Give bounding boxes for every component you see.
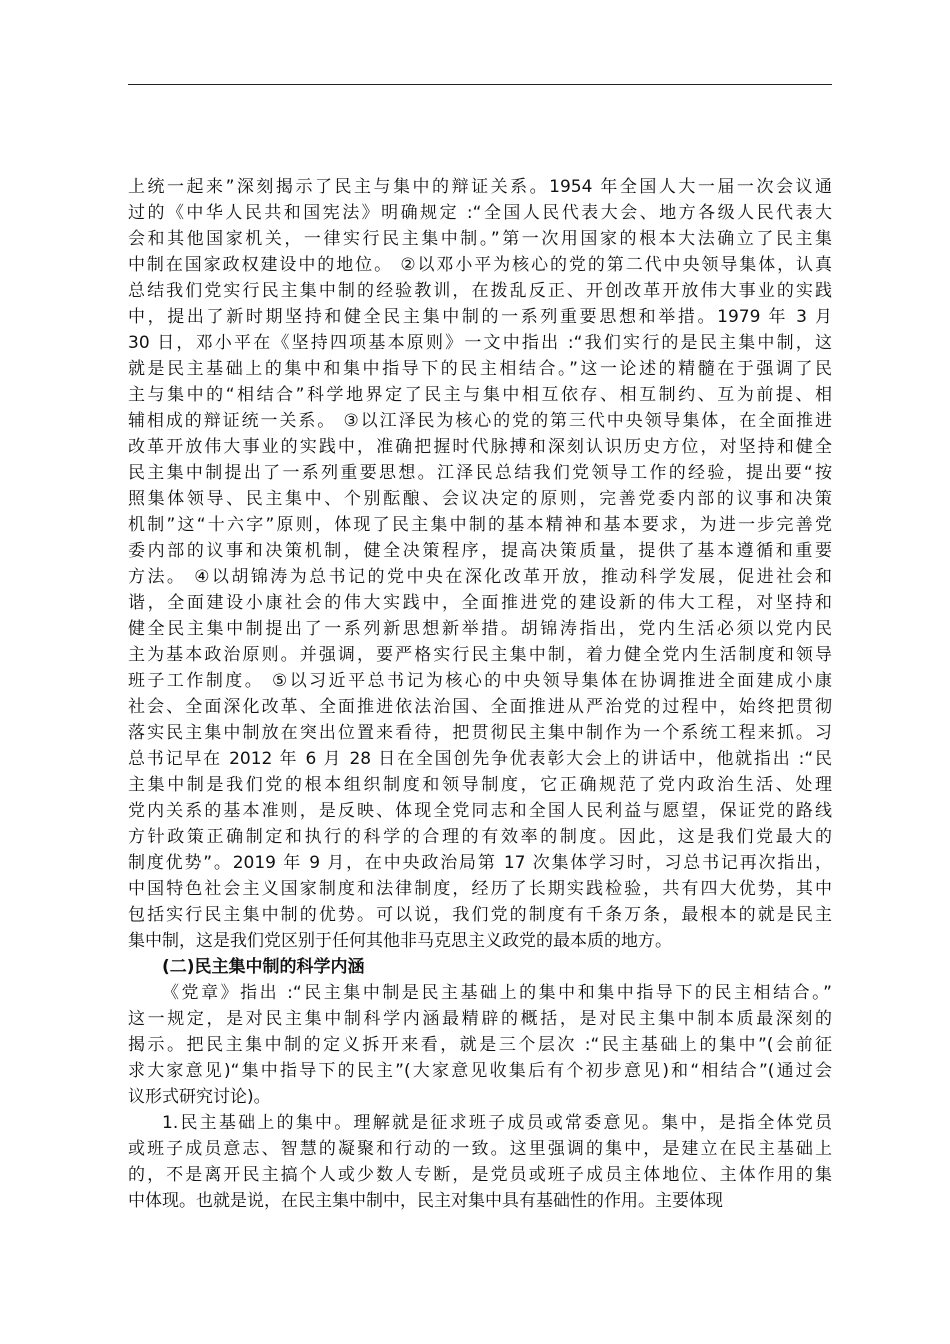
text-line: 过的《中华人民共和国宪法》明确规定 :“全国人民代表大会、地方各级人民代表大 — [128, 203, 832, 223]
heading-text: (二)民主集中制的科学内涵 — [162, 957, 365, 977]
section-heading — [128, 954, 832, 980]
text-line: 主与集中的“相结合”科学地界定了民主与集中相互依存、相互制约、互为前提、相 — [128, 385, 832, 405]
text-line: 总结我们党实行民主集中制的经验教训，在拨乱反正、开创改革开放伟大事业的实践 — [128, 281, 832, 301]
text-line: 辅相成的辩证统一关系。 ③以江泽民为核心的党的第三代中央领导集体，在全面推进 — [128, 411, 832, 431]
text-line: 制度优势”。2019 年 9 月，在中央政治局第 17 次集体学习时，习总书记再次指出， — [128, 853, 832, 873]
text-line: 党内关系的基本准则，是反映、体现全党同志和全国人民利益与愿望，保证党的路线 — [128, 801, 832, 821]
text-line: 集中制，这是我们党区别于任何其他非马克思主义政党的最本质的地方。 — [128, 931, 672, 951]
text-line: 中，提出了新时期坚持和健全民主集中制的一系列重要思想和举措。1979 年 3 月 — [128, 307, 832, 327]
text-line: 这一规定，是对民主集中制科学内涵最精辟的概括，是对民主集中制本质最深刻的 — [128, 1009, 832, 1029]
text-line: 1.民主基础上的集中。理解就是征求班子成员或常委意见。集中，是指全体党员 — [162, 1113, 832, 1133]
text-line: 落实民主集中制放在突出位置来看待，把贯彻民主集中制作为一个系统工程来抓。习 — [128, 723, 832, 743]
text-line: 中国特色社会主义国家制度和法律制度，经历了长期实践检验，共有四大优势，其中 — [128, 879, 832, 899]
text-line: 社会、全面深化改革、全面推进依法治国、全面推进从严治党的过程中，始终把贯彻 — [128, 697, 832, 717]
text-line: 中体现。也就是说，在民主集中制中，民主对集中具有基础性的作用。主要体现 — [128, 1191, 723, 1211]
text-line: 谐，全面建设小康社会的伟大实践中，全面推进党的建设新的伟大工程，对坚持和 — [128, 593, 832, 613]
text-line: 照集体领导、民主集中、个别酝酿、会议决定的原则，完善党委内部的议事和决策 — [128, 489, 832, 509]
header-rule — [128, 84, 832, 85]
paragraph — [128, 980, 832, 1110]
paragraph — [128, 1110, 832, 1214]
text-line: 方法。 ④以胡锦涛为总书记的党中央在深化改革开放，推动科学发展，促进社会和 — [128, 567, 832, 587]
text-line: 会和其他国家机关，一律实行民主集中制。”第一次用国家的根本大法确立了民主集 — [128, 229, 832, 249]
paragraph — [128, 174, 832, 954]
document-body — [128, 174, 832, 1214]
text-line: 包括实行民主集中制的优势。可以说，我们党的制度有千条万条，最根本的就是民主 — [128, 905, 832, 925]
text-line: 健全民主集中制提出了一系列新思想新举措。胡锦涛指出，党内生活必须以党内民 — [128, 619, 832, 639]
text-line: 的，不是离开民主搞个人或少数人专断，是党员或班子成员主体地位、主体作用的集 — [128, 1165, 832, 1185]
text-line: 主为基本政治原则。并强调，要严格实行民主集中制，着力健全党内生活制度和领导 — [128, 645, 832, 665]
text-line: 求大家意见)“集中指导下的民主”(大家意见收集后有个初步意见)和“相结合”(通过会 — [128, 1061, 832, 1081]
text-line: 揭示。把民主集中制的定义拆开来看，就是三个层次 :“民主基础上的集中”(会前征 — [128, 1035, 832, 1055]
text-line: 或班子成员意志、智慧的凝聚和行动的一致。这里强调的集中，是建立在民主基础上 — [128, 1139, 832, 1159]
text-line: 主集中制是我们党的根本组织制度和领导制度，它正确规范了党内政治生活、处理 — [128, 775, 832, 795]
text-line: 总书记早在 2012 年 6 月 28 日在全国创先争优表彰大会上的讲话中，他就指出 :“民 — [128, 749, 832, 769]
text-line: 30 日，邓小平在《坚持四项基本原则》一文中指出 :“我们实行的是民主集中制，这 — [128, 333, 832, 353]
text-line: 民主集中制提出了一系列重要思想。江泽民总结我们党领导工作的经验，提出要“按 — [128, 463, 832, 483]
text-line: 议形式研究讨论)。 — [128, 1087, 271, 1107]
text-line: 委内部的议事和决策机制，健全决策程序，提高决策质量，提供了基本遵循和重要 — [128, 541, 832, 561]
text-line: 班子工作制度。 ⑤以习近平总书记为核心的中央领导集体在协调推进全面建成小康 — [128, 671, 832, 691]
text-line: 上统一起来”深刻揭示了民主与集中的辩证关系。1954 年全国人大一届一次会议通 — [128, 177, 832, 197]
text-line: 方针政策正确制定和执行的科学的合理的有效率的制度。因此，这是我们党最大的 — [128, 827, 832, 847]
text-line: 就是民主基础上的集中和集中指导下的民主相结合。”这一论述的精髓在于强调了民 — [128, 359, 832, 379]
text-line: 《党章》指出 :“民主集中制是民主基础上的集中和集中指导下的民主相结合。” — [162, 983, 832, 1003]
text-line: 机制”这“十六字”原则，体现了民主集中制的基本精神和基本要求，为进一步完善党 — [128, 515, 832, 535]
text-line: 中制在国家政权建设中的地位。 ②以邓小平为核心的党的第二代中央领导集体，认真 — [128, 255, 832, 275]
text-line: 改革开放伟大事业的实践中，准确把握时代脉搏和深刻认识历史方位，对坚持和健全 — [128, 437, 832, 457]
